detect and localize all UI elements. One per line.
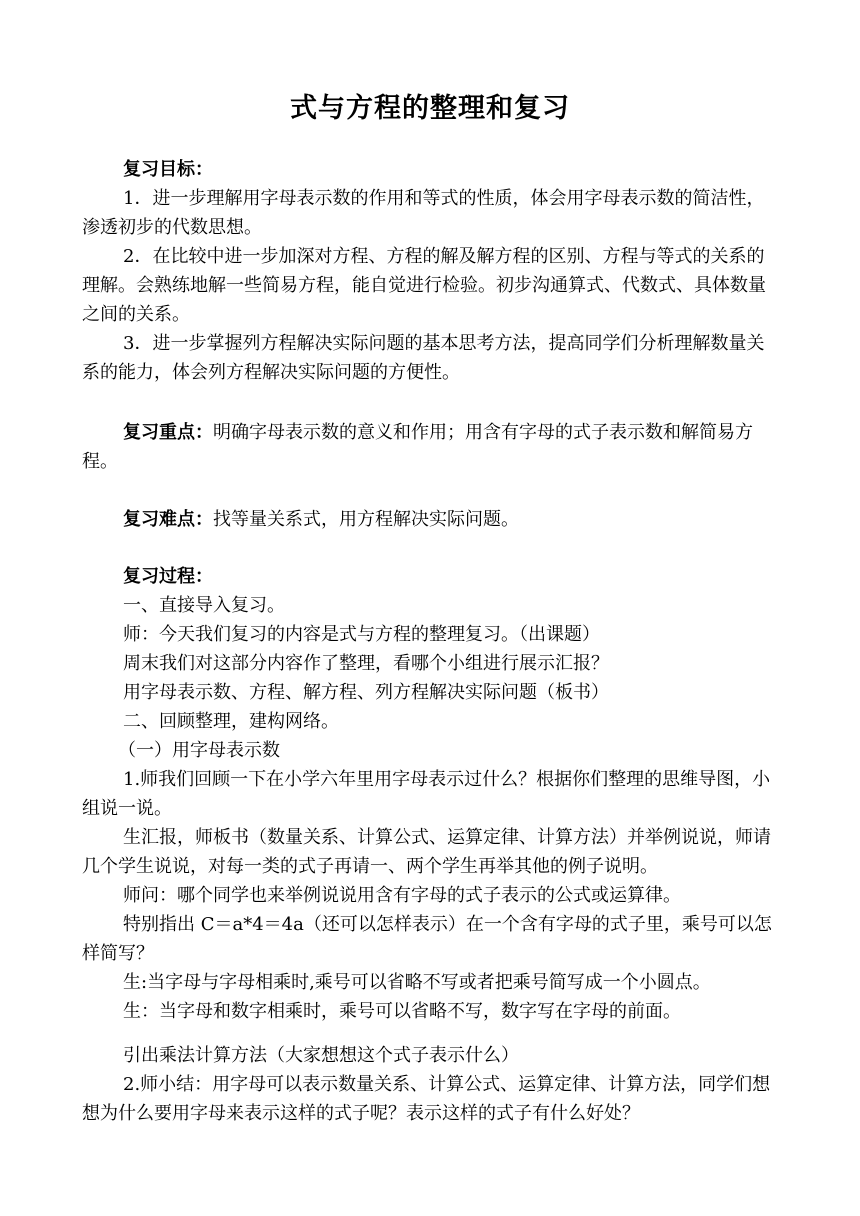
process-line: 一、直接导入复习。 — [123, 595, 285, 616]
paragraph: 生:当字母与字母相乘时,乘号可以省略不写或者把乘号简写成一个小圆点。 — [123, 972, 711, 993]
goal-item-1: 1．进一步理解用字母表示数的作用和等式的性质，体会用字母表示数的简洁性，渗透初步的代数思想。 — [82, 188, 765, 238]
page-title: 式与方程的整理和复习 — [290, 93, 570, 124]
key-point-label: 复习重点： — [123, 422, 213, 443]
difficulty — [82, 505, 782, 534]
process-line: 二、回顾整理，建构网络。 — [123, 711, 339, 732]
paragraph: 引出乘法计算方法（大家想想这个式子表示什么） — [123, 1045, 519, 1066]
process-paragraphs — [82, 765, 782, 1026]
process-paragraphs-2 — [82, 1041, 782, 1128]
key-point — [82, 418, 782, 476]
paragraph: 2.师小结：用字母可以表示数量关系、计算公式、运算定律、计算方法，同学们想想为什么要用字母来表示这样的式子呢？表示这样的式子有什么好处？ — [82, 1074, 771, 1124]
paragraph: 师问：哪个同学也来举例说说用含有字母的式子表示的公式或运算律。 — [123, 885, 681, 906]
difficulty-text: 找等量关系式，用方程解决实际问题。 — [213, 509, 519, 530]
paragraph: 生汇报，师板书（数量关系、计算公式、运算定律、计算方法）并举例说说，师请几个学生说说，对每一类的式子再请一、两个学生再举其他的例子说明。 — [82, 827, 771, 877]
subsection-heading: （一）用字母表示数 — [118, 740, 280, 761]
process-section — [82, 562, 782, 736]
paragraph: 生：当字母和数字相乘时，乘号可以省略不写，数字写在字母的前面。 — [123, 1001, 681, 1022]
goals-list — [82, 184, 782, 387]
process-line: 用字母表示数、方程、解方程、列方程解决实际问题（板书） — [123, 682, 609, 703]
paragraph: 特别指出 C＝a*4＝4a（还可以怎样表示）在一个含有字母的式子里，乘号可以怎样简写？ — [82, 914, 772, 964]
goal-item-2: 2．在比较中进一步加深对方程、方程的解及解方程的区别、方程与等式的关系的理解。会熟练地解一些简易方程，能自觉进行检验。初步沟通算式、代数式、具体数量之间的关系。 — [82, 246, 766, 325]
goal-item-3: 3．进一步掌握列方程解决实际问题的基本思考方法，提高同学们分析理解数量关系的能力，体会列方程解决实际问题的方便性。 — [82, 333, 765, 383]
process-line: 周末我们对这部分内容作了整理，看哪个小组进行展示汇报？ — [123, 653, 609, 674]
paragraph: 1.师我们回顾一下在小学六年里用字母表示过什么？根据你们整理的思维导图，小组说一说。 — [82, 769, 771, 819]
key-point-text: 明确字母表示数的意义和作用；用含有字母的式子表示数和解简易方程。 — [82, 422, 753, 472]
process-heading: 复习过程： — [123, 566, 213, 587]
goals-heading: 复习目标： — [123, 159, 213, 180]
difficulty-label: 复习难点： — [123, 509, 213, 530]
process-line: 师：今天我们复习的内容是式与方程的整理复习。（出课题） — [123, 624, 600, 645]
